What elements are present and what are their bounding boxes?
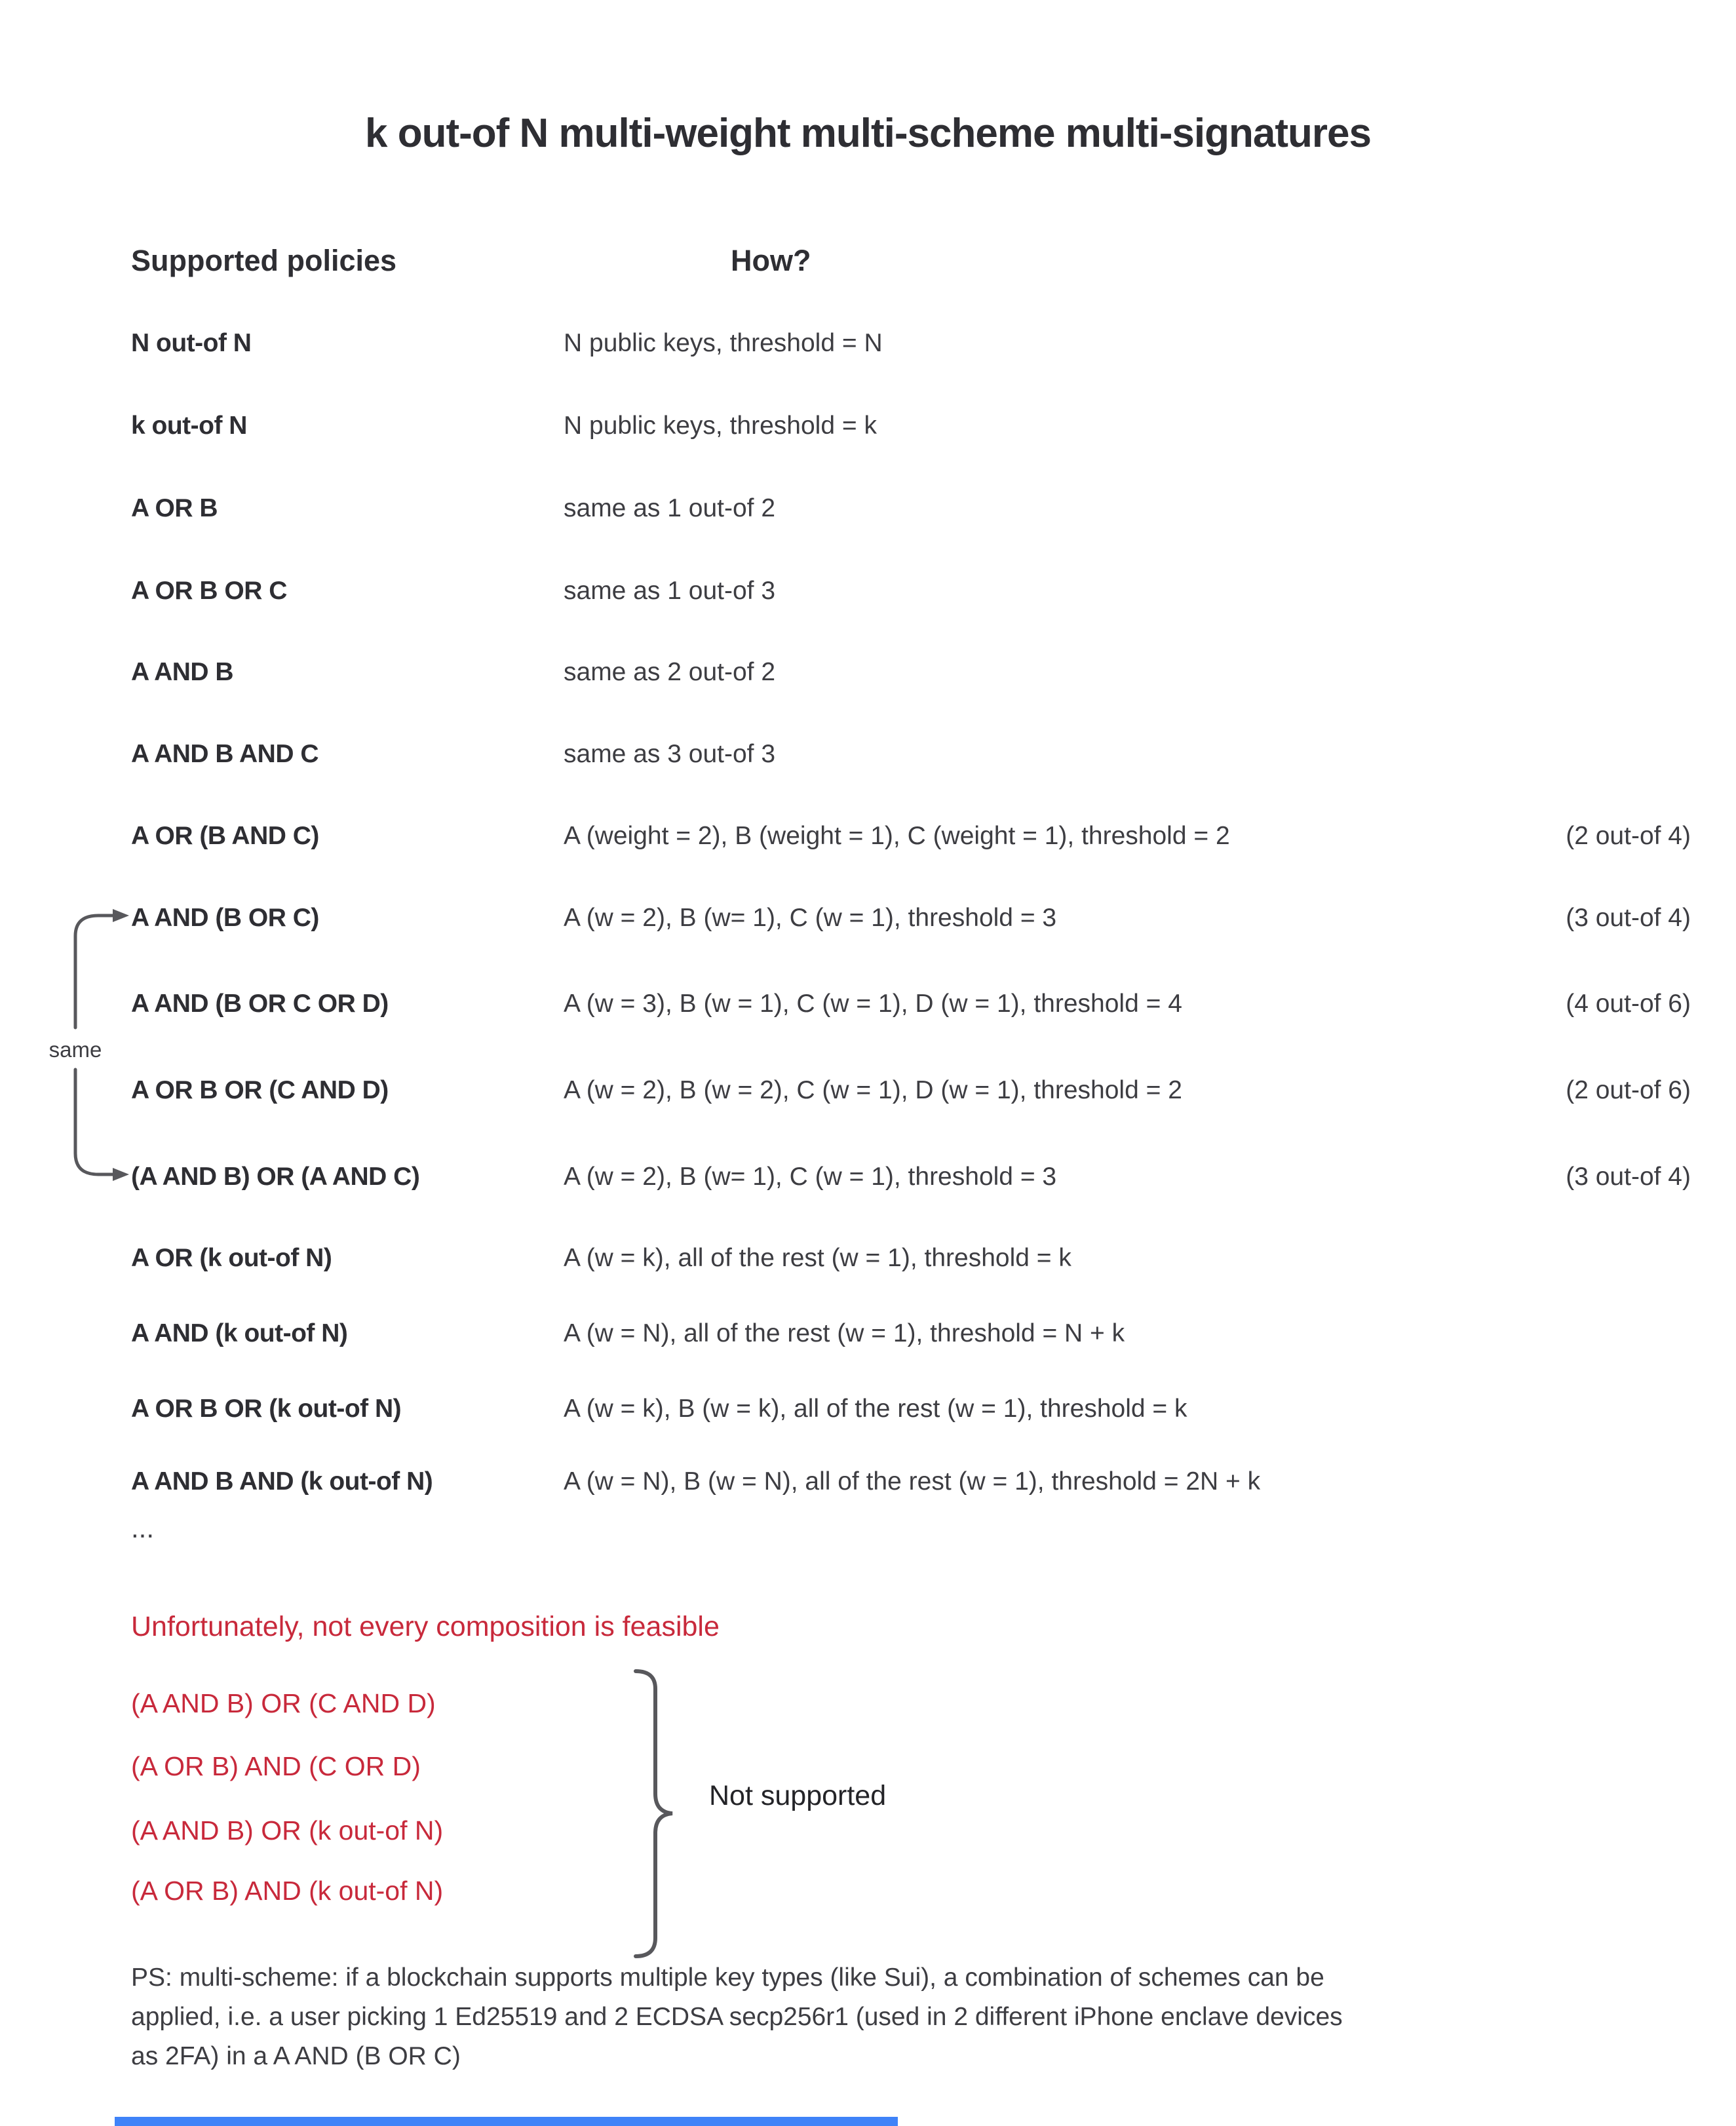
infeasible-item: (A AND B) OR (C AND D)	[131, 1688, 436, 1718]
equivalent-note: (2 out-of 4)	[1566, 822, 1691, 850]
how-value: A (w = k), all of the rest (w = 1), threshold = k	[564, 1244, 1071, 1272]
table-row	[0, 1161, 1736, 1194]
infeasible-item: (A OR B) AND (k out-of N)	[131, 1876, 444, 1906]
ps-line: PS: multi-scheme: if a blockchain supports multiple key types (like Sui), a combination of schemes can be	[131, 1963, 1324, 1992]
table-row	[0, 821, 1736, 853]
table-row	[0, 493, 1736, 526]
table-row	[0, 1393, 1736, 1426]
ps-line: as 2FA) in a A AND (B OR C)	[131, 2042, 461, 2070]
infeasible-item: (A OR B) AND (C OR D)	[131, 1751, 421, 1781]
same-label: same	[48, 1037, 102, 1062]
table-row	[0, 575, 1736, 608]
policy-label: A AND B AND (k out-of N)	[131, 1467, 433, 1496]
ps-note	[131, 1958, 1343, 2076]
how-value: same as 2 out-of 2	[564, 658, 776, 686]
policy-label: N out-of N	[131, 329, 252, 357]
table-row	[0, 410, 1736, 443]
page-title: k out-of N multi-weight multi-scheme multi-signatures	[365, 111, 1371, 156]
how-value: A (w = N), B (w = N), all of the rest (w = 1), threshold = 2N + k	[564, 1467, 1261, 1496]
same-connector-bottom-line	[75, 1070, 113, 1174]
how-value: A (w = k), B (w = k), all of the rest (w = 1), threshold = k	[564, 1395, 1187, 1423]
equivalent-note: (2 out-of 6)	[1566, 1076, 1691, 1104]
column-header-how: How?	[731, 244, 811, 277]
policy-label: (A AND B) OR (A AND C)	[131, 1163, 420, 1191]
policy-label: k out-of N	[131, 412, 247, 440]
policy-label: A OR B OR (k out-of N)	[131, 1395, 402, 1423]
table-row	[0, 1243, 1736, 1275]
how-value: same as 1 out-of 3	[564, 577, 776, 605]
table-row	[0, 739, 1736, 771]
how-value: A (w = 2), B (w = 2), C (w = 1), D (w = 1), threshold = 2	[564, 1076, 1182, 1104]
column-header-supported-policies: Supported policies	[131, 244, 397, 277]
how-value: A (weight = 2), B (weight = 1), C (weight = 1), threshold = 2	[564, 822, 1230, 850]
arrow-right-icon	[113, 1168, 129, 1181]
same-connector-top-line	[75, 916, 113, 1028]
how-value: same as 3 out-of 3	[564, 740, 776, 768]
same-connector-arrows	[33, 898, 144, 1193]
not-supported-brace	[629, 1668, 708, 1960]
policy-label: A AND B AND C	[131, 740, 318, 768]
table-row	[0, 1466, 1736, 1499]
equivalent-note: (4 out-of 6)	[1566, 990, 1691, 1018]
how-value: N public keys, threshold = N	[564, 329, 883, 357]
policy-label: A OR (B AND C)	[131, 822, 319, 850]
infeasible-item: (A AND B) OR (k out-of N)	[131, 1815, 444, 1846]
how-value: A (w = N), all of the rest (w = 1), threshold = N + k	[564, 1319, 1125, 1347]
policy-label: A AND (B OR C OR D)	[131, 990, 389, 1018]
table-row	[0, 657, 1736, 689]
infeasible-heading: Unfortunately, not every composition is feasible	[131, 1611, 720, 1642]
policy-label: A OR (k out-of N)	[131, 1244, 332, 1272]
table-row	[0, 1318, 1736, 1351]
arrow-right-icon	[113, 909, 129, 922]
ellipsis: ...	[131, 1513, 155, 1543]
how-value: N public keys, threshold = k	[564, 412, 877, 440]
policy-label: A OR B OR C	[131, 577, 287, 605]
table-row	[0, 988, 1736, 1021]
policy-label: A OR B OR (C AND D)	[131, 1076, 389, 1104]
bottom-blue-bar	[115, 2117, 898, 2126]
how-value: A (w = 3), B (w = 1), C (w = 1), D (w = 1), threshold = 4	[564, 990, 1182, 1018]
equivalent-note: (3 out-of 4)	[1566, 1163, 1691, 1191]
policy-label: A AND (B OR C)	[131, 904, 319, 932]
table-row	[0, 902, 1736, 935]
table-row	[0, 328, 1736, 360]
how-value: A (w = 2), B (w= 1), C (w = 1), threshold = 3	[564, 904, 1057, 932]
brace-path	[636, 1671, 672, 1956]
not-supported-label: Not supported	[709, 1780, 887, 1811]
policy-label: A AND B	[131, 658, 234, 686]
equivalent-note: (3 out-of 4)	[1566, 904, 1691, 932]
ps-line: applied, i.e. a user picking 1 Ed25519 and 2 ECDSA secp256r1 (used in 2 different iPhone enclave devices	[131, 2003, 1343, 2031]
how-value: same as 1 out-of 2	[564, 494, 776, 522]
policy-label: A AND (k out-of N)	[131, 1319, 348, 1347]
how-value: A (w = 2), B (w= 1), C (w = 1), threshold = 3	[564, 1163, 1057, 1191]
policy-label: A OR B	[131, 494, 218, 522]
table-row	[0, 1075, 1736, 1108]
